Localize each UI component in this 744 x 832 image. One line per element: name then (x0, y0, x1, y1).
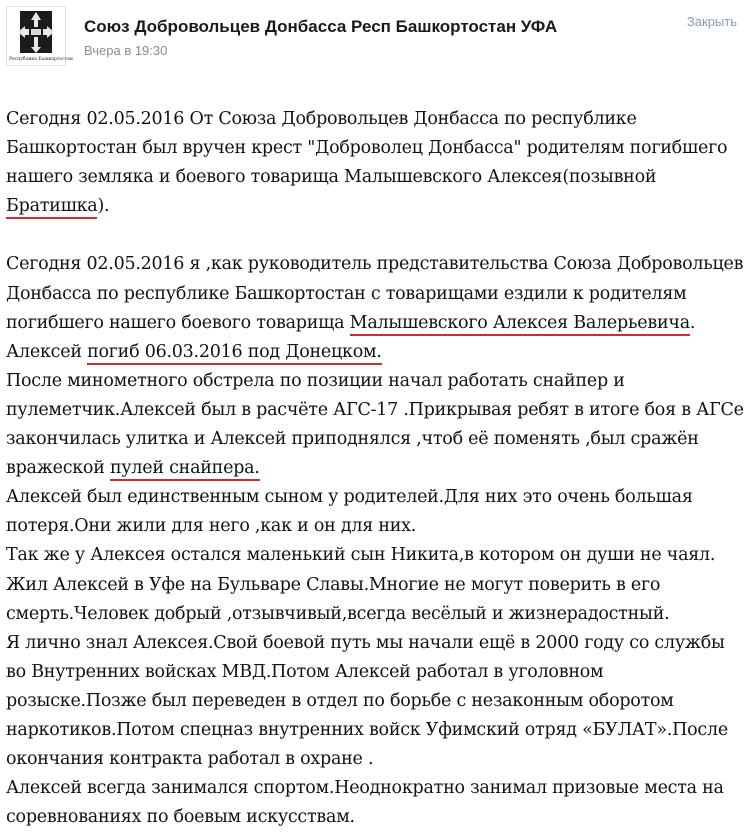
text-line: Башкортостан был вручен крест "Доброволец Донбасса" родителям погибшего (6, 138, 728, 159)
text-fragment: . (689, 312, 696, 333)
text-line: Сегодня 02.05.2016 От Союза Добровольцев Донбасса по республике (6, 109, 637, 129)
text-line: нашего земляка и боевого товарища Малышевского Алексея(позывной (6, 167, 657, 188)
text-line: Алексей всегда занимался спортом.Неоднократно занимал призовые места на (6, 778, 724, 799)
post-text (6, 105, 744, 832)
post-time[interactable]: Вчера в 19:30 (84, 43, 168, 58)
text-line: Алексей был единственным сыном у родителей.Для них это очень большая (6, 487, 693, 508)
text-line (6, 192, 734, 221)
text-fragment: Алексей (6, 341, 88, 362)
text-line (6, 454, 734, 483)
text-line: соревнованиях по боевым искусствам. (6, 807, 355, 828)
text-line: Сегодня 02.05.2016 я ,как руководитель представительства Союза Добровольцев (6, 254, 744, 275)
highlighted-death-date: погиб 06.03.2016 под Донецком. (87, 342, 382, 365)
text-line: Так же у Алексея остался маленький сын Никита,в котором он души не чаял. (6, 545, 716, 566)
highlighted-callsign: Братишка (6, 196, 97, 219)
text-line: Жил Алексей в Уфе на Бульваре Славы.Многие не могут поверить в его (6, 574, 661, 595)
group-title[interactable]: Союз Добровольцев Донбасса Респ Башкортостан УФА (84, 17, 558, 36)
text-line: закончилась улитка и Алексей приподнялся ,чтоб её поменять ,был сражён (6, 429, 699, 450)
text-line: розыске.Позже был переведен в отдел по борьбе с незаконным оборотом (6, 690, 674, 711)
text-fragment: вражеской (6, 458, 110, 479)
post-header (0, 0, 737, 80)
text-line: смерть.Человек добрый ,отзывчивый,всегда весёлый и жизнерадостный. (6, 603, 670, 624)
highlighted-sniper: пулей снайпера. (110, 458, 260, 481)
text-line: Донбасса по республике Башкортостан с товарищами ездили к родителям (6, 283, 687, 304)
text-line: во Внутренних войсках МВД.Потом Алексей работал в уголовном (6, 661, 604, 682)
text-fragment: ). (97, 196, 110, 217)
close-button[interactable]: Закрыть (686, 14, 737, 29)
paragraph-gap (6, 221, 734, 250)
avatar-caption: Республика Башкортостан (9, 57, 73, 62)
text-line: потеря.Они жили для него ,как и он для них. (6, 516, 417, 537)
text-line: наркотиков.Потом спецназ внутренних войск Уфимский отряд «БУЛАТ».После (6, 719, 728, 740)
group-avatar[interactable] (6, 6, 73, 66)
text-line (6, 338, 734, 367)
text-fragment: погибшего нашего боевого товарища (6, 312, 350, 333)
text-line: После минометного обстрела по позиции начал работать снайпер и (6, 370, 625, 391)
highlighted-name: Малышевского Алексея Валерьевича (350, 313, 690, 336)
text-line (6, 309, 734, 338)
text-line: окончания контракта работал в охране . (6, 749, 374, 770)
text-line: пулеметчик.Алексей был в расчёте АГС-17 .Прикрывая ребят в итоге боя в АГСе (6, 399, 744, 420)
text-line: Я лично знал Алексея.Свой боевой путь мы начали ещё в 2000 году со службы (6, 632, 725, 653)
cross-emblem-icon (7, 7, 65, 59)
